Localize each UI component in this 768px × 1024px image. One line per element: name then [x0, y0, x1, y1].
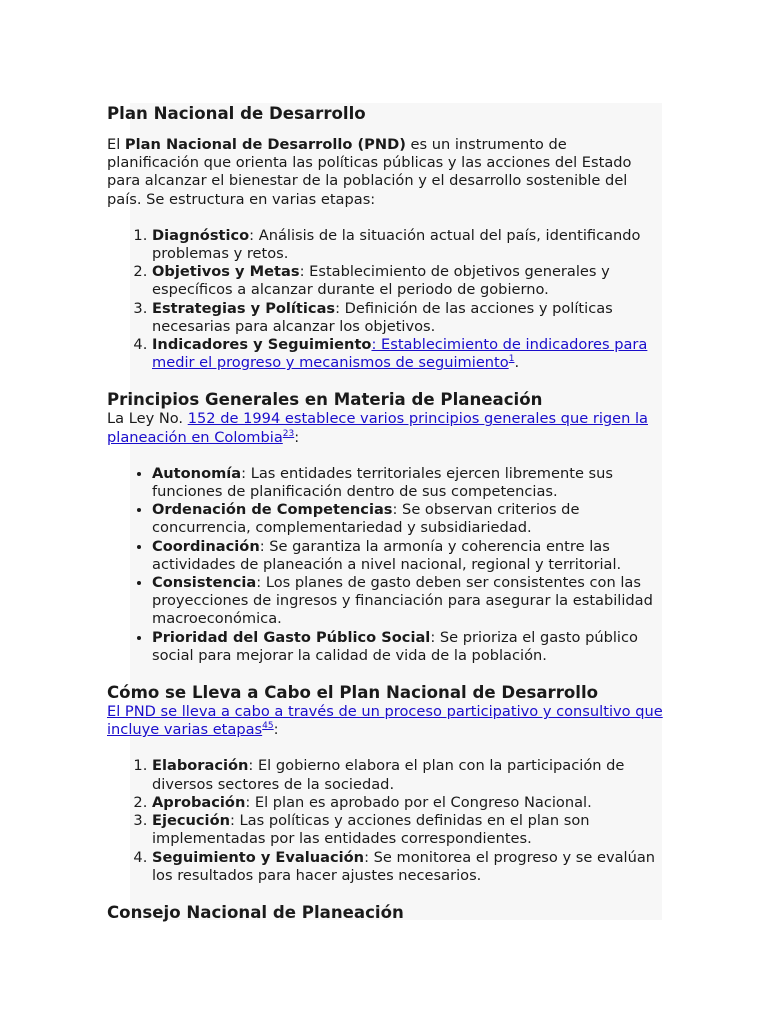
list-item: [152, 465, 663, 501]
list-item-text: : Definición de las acciones y políticas necesarias para alcanzar los objetivos.: [152, 299, 613, 335]
list-item: [152, 263, 663, 299]
list-item: [152, 757, 663, 793]
list-item-term: Aprobación: [152, 793, 246, 811]
proceso-participativo-link[interactable]: El PND se lleva a cabo a través de un proceso participativo y consultivo que incluye varias etapas: [107, 703, 663, 739]
list-item: [152, 501, 663, 537]
proceso-list: [107, 757, 663, 884]
list-item: [152, 336, 663, 372]
list-item-term: Elaboración: [152, 757, 249, 775]
section-title-como-se-lleva: Cómo se Lleva a Cabo el Plan Nacional de Desarrollo: [107, 683, 599, 703]
list-item-text: : Se observan criterios de concurrencia, complementariedad y subsidiariedad.: [152, 501, 580, 537]
section-title-principios: Principios Generales en Materia de Planeación: [107, 390, 543, 410]
list-item-text: : El gobierno elabora el plan con la participación de diversos sectores de la sociedad.: [152, 757, 625, 793]
list-item: [152, 574, 663, 629]
intro-text: es un instrumento de planificación que orienta las políticas públicas y las acciones del Estado para alcanzar el bienestar de la población y el desarrollo sostenible del país. Se estructura en varias etapas:: [107, 136, 632, 208]
list-item-text: : Se garantiza la armonía y coherencia entre las actividades de planeación a nivel nacional, regional y territorial.: [152, 537, 622, 573]
list-item: [152, 629, 663, 665]
ley-152-link[interactable]: 152 de 1994 establece varios principios generales que rigen la planeación en Colombia: [107, 410, 648, 446]
list-item-text: : Se prioriza el gasto público social para mejorar la calidad de vida de la población.: [152, 628, 638, 664]
indicadores-link[interactable]: : Establecimiento de indicadores para medir el progreso y mecanismos de seguimiento: [152, 336, 648, 372]
footnote-link[interactable]: 1: [508, 354, 515, 365]
footnote-link[interactable]: 45: [262, 721, 274, 732]
etapas-list: [107, 227, 663, 373]
section-title-plan-nacional: Plan Nacional de Desarrollo: [107, 104, 366, 123]
list-item-text: : El plan es aprobado por el Congreso Nacional.: [245, 793, 592, 811]
list-item: [152, 227, 663, 263]
section-intro-principios: [107, 410, 663, 446]
list-item-term: Prioridad del Gasto Público Social: [152, 628, 431, 646]
intro-text: La Ley No.: [107, 410, 188, 428]
list-item-term: Autonomía: [152, 464, 242, 482]
list-item: [152, 538, 663, 574]
intro-text: :: [294, 428, 300, 446]
list-item-term: Indicadores y Seguimiento: [152, 336, 372, 354]
intro-text: El: [107, 136, 125, 153]
list-item-text: .: [514, 354, 520, 372]
list-item-text: : Las políticas y acciones definidas en el plan son implementadas por las entidades correspondientes.: [152, 812, 590, 848]
section-intro-como-se-lleva: [107, 703, 663, 739]
list-item-term: Objetivos y Metas: [152, 263, 300, 281]
intro-bold-text: Plan Nacional de Desarrollo (PND): [124, 136, 406, 153]
list-item-term: Diagnóstico: [152, 226, 250, 244]
list-item: [152, 812, 663, 848]
list-item-text: : Análisis de la situación actual del país, identificando problemas y retos.: [152, 226, 641, 263]
principios-list: [107, 465, 663, 665]
list-item: [152, 794, 663, 812]
intro-text: :: [273, 721, 279, 739]
list-item-text: : Se monitorea el progreso y se evalúan los resultados para hacer ajustes necesarios.: [152, 848, 656, 884]
list-item-term: Coordinación: [152, 537, 260, 555]
section-intro-plan-nacional: [107, 136, 663, 209]
list-item-text: : Las entidades territoriales ejercen libremente sus funciones de planificación dentro de sus competencias.: [152, 464, 614, 501]
list-item-term: Estrategias y Políticas: [152, 299, 336, 317]
list-item-text: : Establecimiento de objetivos generales y específicos a alcanzar durante el periodo de gobierno.: [152, 263, 610, 299]
list-item-term: Ejecución: [152, 812, 230, 830]
document-content: [107, 103, 663, 923]
section-title-consejo: Consejo Nacional de Planeación: [107, 902, 404, 922]
list-item-term: Ordenación de Competencias: [152, 501, 393, 519]
list-item-term: Consistencia: [152, 574, 257, 592]
list-item-term: Seguimiento y Evaluación: [152, 848, 365, 866]
list-item-text: : Los planes de gasto deben ser consistentes con las proyecciones de ingresos y financiación para asegurar la estabilidad macroeconómica.: [152, 574, 653, 628]
list-item: [152, 849, 663, 885]
list-item: [152, 300, 663, 336]
footnote-link[interactable]: 23: [282, 428, 295, 439]
